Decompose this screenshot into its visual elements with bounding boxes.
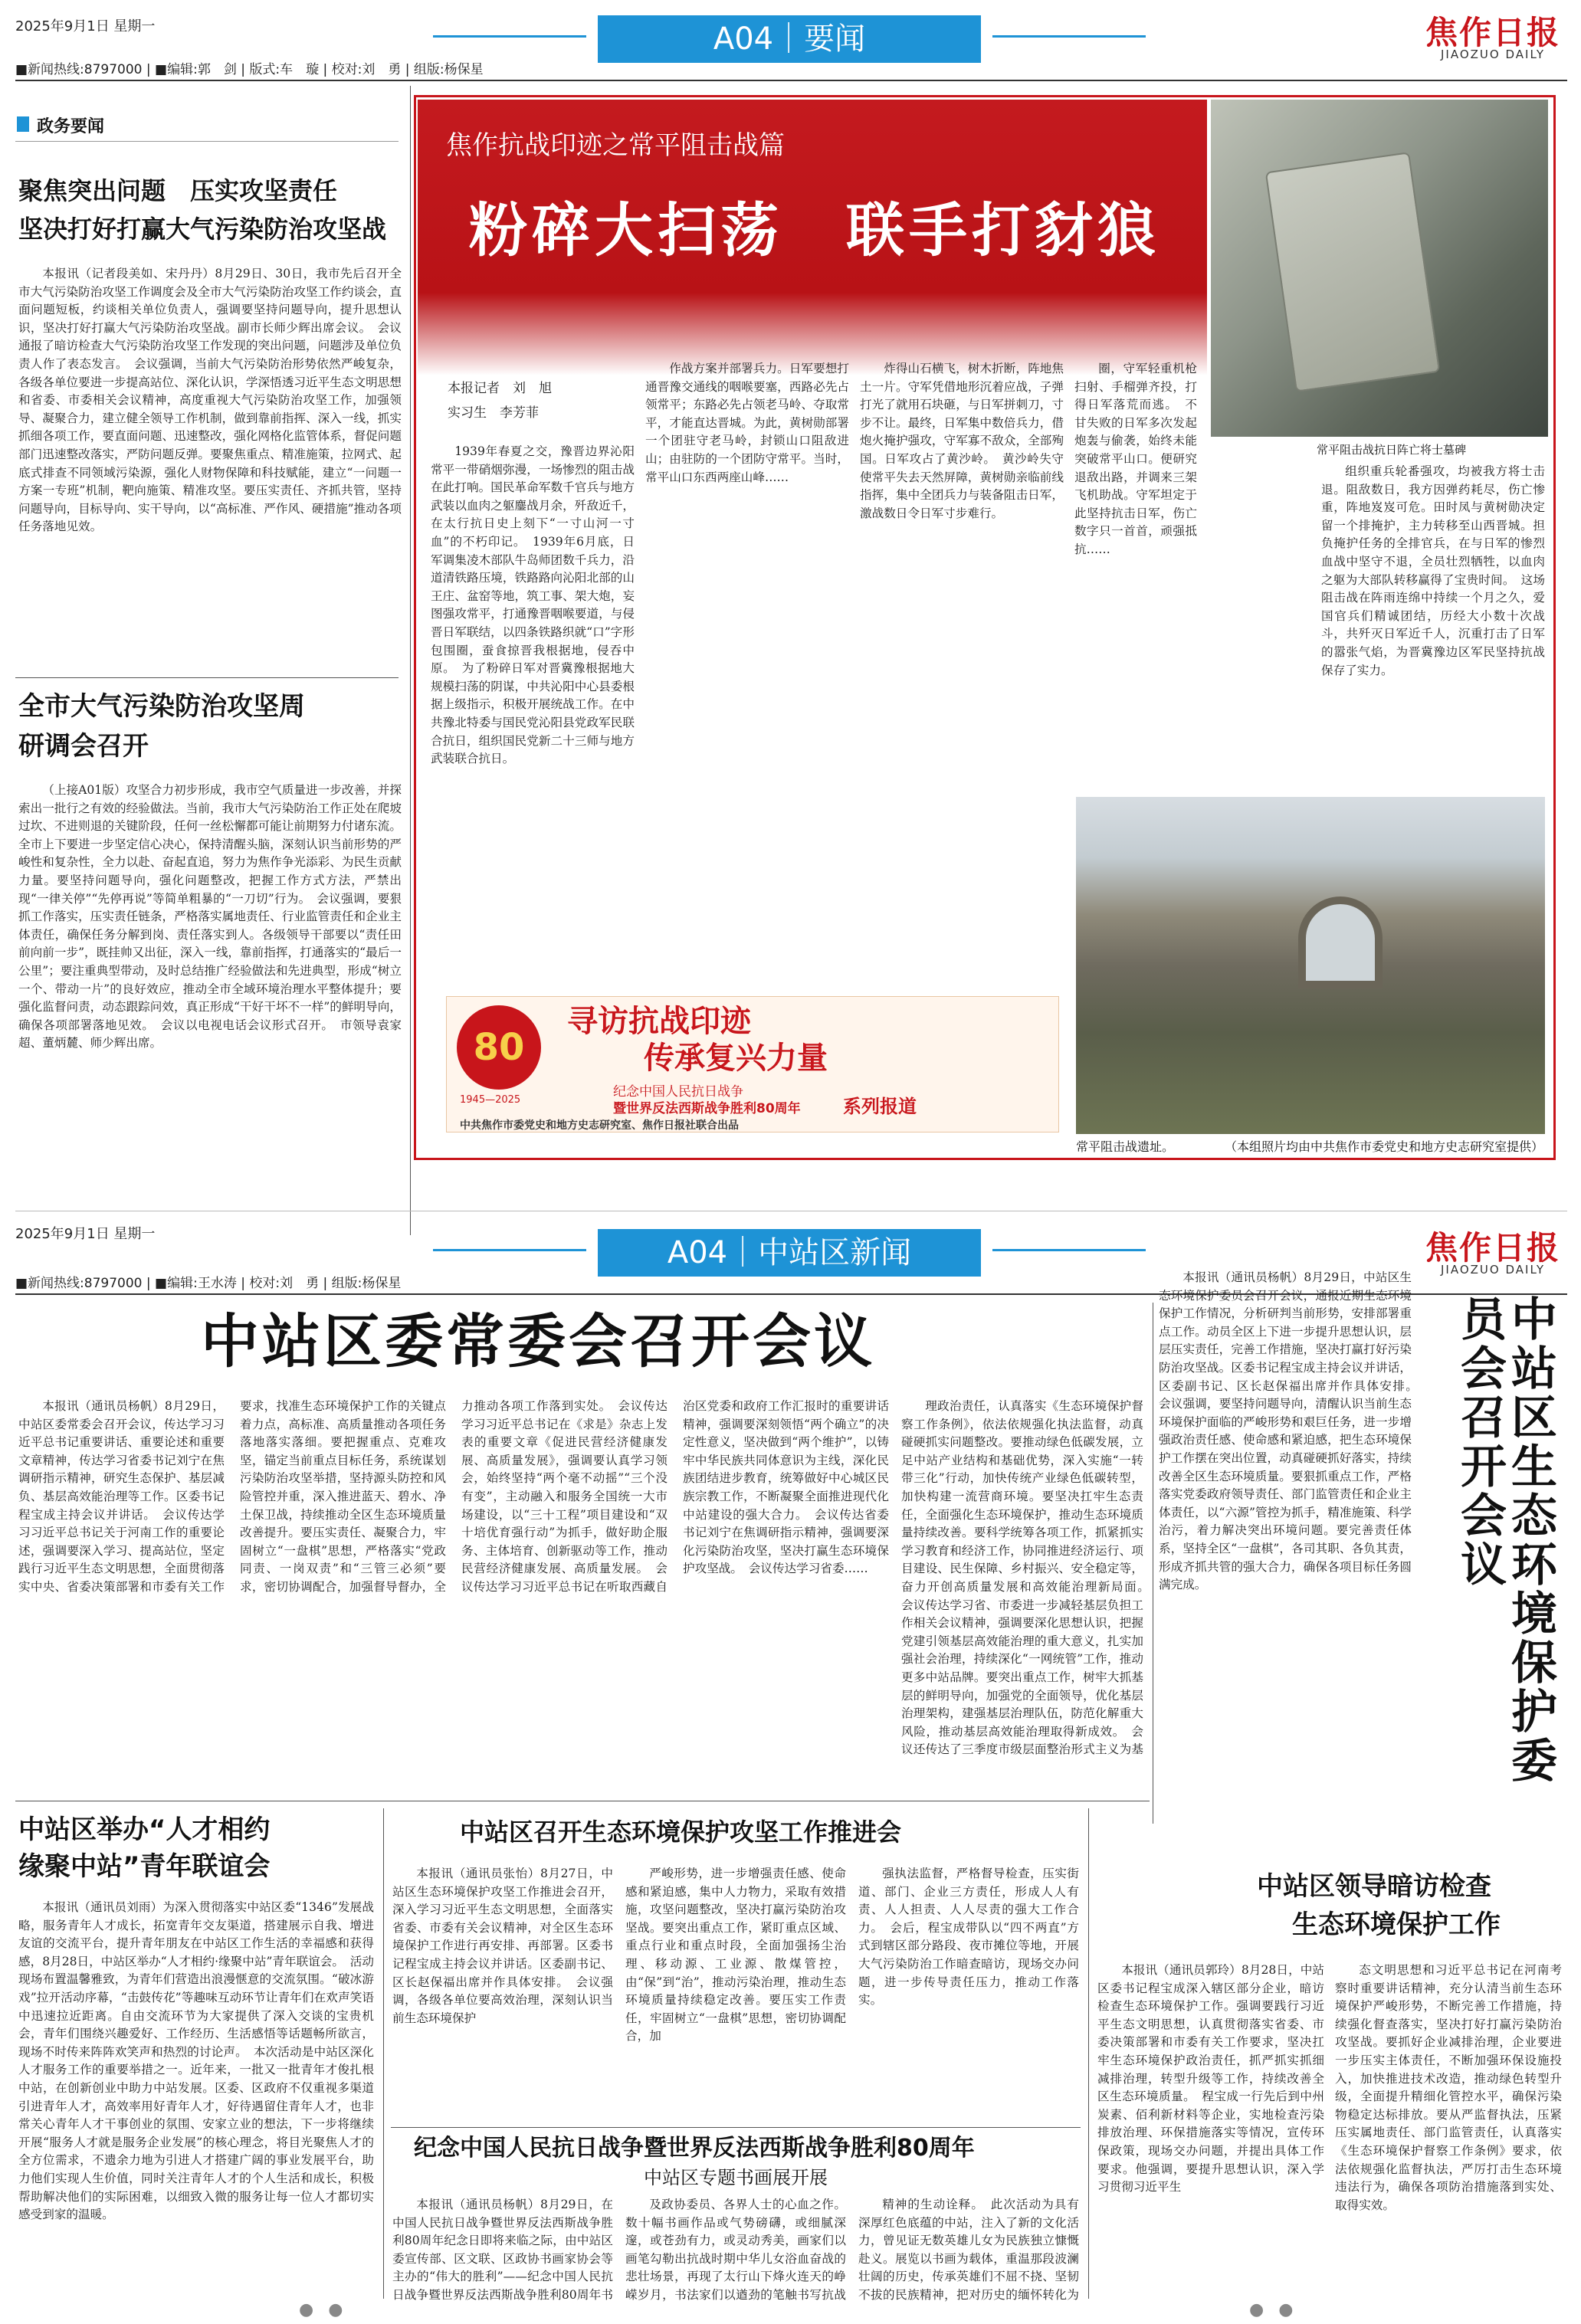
top-meta: ■新闻热线:8797000 | ■编辑:郭 剑 | 版式:车 璇 | 校对:刘 勇 | 组版:杨保星 [15,62,484,77]
push-col2: 严峻形势，进一步增强责任感、使命感和紧迫感，集中人力物力，采取有效措施，攻坚问题整改，坚决打赢污染防治攻坚战。要突出重点工作，紧盯重点区域、重点行业和重点时段，全面加强扬尘治理、移动源、工业源、散煤管控，由“保”到“治”，推动污染治理，推动生态环境质量持续稳定改善。要压实工作责任，牢固树立“一盘棋”思想，密切协调配合，加 [625,1867,846,2044]
lead-title: 中站区委常委会召开会议 [201,1307,875,1375]
bottom-logo-en: JIAOZUO DAILY [1441,1263,1545,1277]
campaign-sub3: 系列报道 [843,1096,917,1117]
campaign-org: 中共焦作市委党史和地方史志研究室、焦作日报社联合出品 [460,1119,739,1132]
campaign-years: 1945—2025 [460,1094,521,1106]
exhibit-col3: 精神的生动诠释。 此次活动为具有深厚红色底蕴的中站，注入了新的文化活力，曾见证无数英雄儿女为民族独立慷慨赴义。展览以书画为载体，重温那段波澜壮阔的历史，传承英雄们不屈不挠、坚韧不拔的民族精神，把对历史的缅怀转化为 [858,2198,1079,2302]
feature-col2: 作战方案并部署兵力。日军要想打通晋豫交通线的咽喉要塞，西路必先占领常平；东路必先占领老马岭、夺取常平，才能直达晋城。为此，黄树勋部署一个团驻守老马岭，封锁山口阻敌进山；由驻防的一个团防守常平。当时，常平山口东西两座山峰…… [645,362,849,484]
article1-title-line1: 聚焦突出问题 压实攻坚责任 [18,176,338,205]
exhibit-title: 纪念中国人民抗日战争暨世界反法西斯战争胜利80周年 [414,2135,975,2162]
section-rule [15,141,399,142]
push-col3: 强执法监督，严格督导检查，压实街道、部门、企业三方责任，形成人人有责、人人担责、人人尽责的强大工作合力。 会后，程宝成带队以“四不两直”方式到辖区部分路段、夜市摊位等地，开展大气污染防治工作暗查暗访，现场交办问题，进一步传导责任压力，推动工作落实。 [858,1867,1079,2008]
section-label: 政务要闻 [37,117,105,136]
section-marker [17,116,29,132]
inspect-col2: 态文明思想和习近平总书记在河南考察时重要讲话精神，充分认清当前生态环境保护严峻形势，不断完善工作措施，持续强化督查落实，坚决打好打赢污染防治攻坚战。要抓好企业减排治理，企业要进一步压实主体责任，不断加强环保设施投入，加快推进技术改造，推动绿色转型升级，全面提升精细化管控水平，确保污染物稳定达标排放。要从严监督执法，压紧压实属地责任、部门监管责任，认真落实《生态环境保护督察工作条例》要求，依法依规强化监督执法，严厉打击生态环境违法行为，确保各项防治措施落到实处、取得实效。 [1335,1963,1562,2212]
push-title: 中站区召开生态环境保护攻坚工作推进会 [460,1818,902,1847]
inspect-title-line2: 生态环境保护工作 [1292,1909,1501,1940]
top-logo-en: JIAOZUO DAILY [1441,48,1545,61]
inspect-title-line1: 中站区领导暗访检查 [1257,1871,1491,1902]
exhibit-col2: 及政协委员、各界人士的心血之作。数十幅书画作品或气势磅礴，或细腻深邃，或苍劲有力，或灵动秀美，画家们以画笔勾勒出抗战时期中华儿女浴血奋战的悲壮场景，再现了太行山下烽火连天的峥嵘岁月，书法家们以遒劲的笔触书写抗战 [625,2198,846,2302]
bottom-date: 2025年9月1日 星期一 [15,1226,156,1242]
article1-body: 本报讯（记者段美如、宋丹丹）8月29日、30日，我市先后召开全市大气污染防治攻坚工作调度会及全市大气污染防治攻坚工作约谈会，直面问题短板，约谈相关单位负责人，强调要坚持问题导向，提升思想认识，坚决打好打赢大气污染防治攻坚战。副市长师少辉出席会议。 会议通报了暗访检查大气污染防治攻坚工作发现的突出问题，问题涉及单位负责人作了表态发言。 会议强调，当前大气污染防治形势依然严峻复杂，各级各单位要进一步提高站位、深化认识，学深悟透习近平生态文明思想和省委、市委相关会议精神，高度重视大气污染防治攻坚工作，加强领导、凝聚合力，建立健全领导工作机制，做到靠前指挥、深入一线，抓实抓细各项工作，要直面问题、迅速整改，强化网格化监管体系，督促问题部门迅速整改落实，严防问题反弹。要聚焦重点、精准施策，拉网式、起底式排查不同领域污染源，强化人财物保障和科技赋能，建立“一问题一方案一专班”机制，靶向施策、精准攻坚。要压实责任、齐抓共管，坚持问题导向，目标导向、实干导向，以“高标准、严作风、硬措施”推动各项任务落地见效。 [18,267,402,534]
bottom-logo: 焦作日报 [1425,1229,1561,1267]
page-dots-right: ● ● [1249,2300,1298,2319]
feature-byline2: 实习生 李芳菲 [448,405,539,421]
article2-title-line2: 研调会召开 [18,731,149,762]
lead-body-b: 理政治责任，认真落实《生态环境保护督察工作条例》，依法依规强化执法监督，动真碰硬抓实问题整改。要推动绿色低碳发展，立足中站产业结构和基础优势，深入实施“一转带三化”行动，加快传统产业绿色低碳转型，加快构建一流营商环境。要坚决扛牢生态责任，全面强化生态环境保护，推动生态环境质量持续改善。要科学统筹各项工作，抓紧抓实学习教育和经济工作，协同推进经济运行、项目建设、民生保障、乡村振兴、安全稳定等，奋力开创高质量发展和高效能治理新局面。 会议传达学习省、市委进一步减轻基层负担工作相关会议精神，强调要深化思想认识，把握党建引领基层高效能治理的重大意义，扎实加强社会治理，持续深化“一网统管”工作，推动更多中站品牌。要突出重点工作，树牢大抓基层的鲜明导向，加强党的全面领导，优化基层治理架构，建强基层治理队伍，防范化解重大风险，推动基层高效能治理取得新成效。 会议还传达了三季度市级层面整治形式主义为基 [901,1399,1143,1757]
youth-rule [383,1808,384,2299]
feature-byline1: 本报记者 刘 旭 [448,381,552,396]
wall-arch [1298,896,1383,988]
feature-col1: 1939年春夏之交，豫晋边界沁阳常平一带硝烟弥漫，一场惨烈的阻击战在此打响。国民革命军数千官兵与地方武装以血肉之躯鏖战月余，歼敌近千，在太行抗日史上刻下“一寸山河一寸血”的不朽印记。 1939年6月底，日军调集凌木部队牛岛师团数千兵力，沿道清铁路压境，铁路路向沁阳北部的山王庄、盆窑等地，筑工事、架大炮，妄图强攻常平，打通豫晋咽喉要道，与侵晋日军联结，以四条铁路织就“口”字形包围圈，蚕食掠晋我根据地，侵吞中原。 为了粉碎日军对晋冀豫根据地大规模扫荡的阴谋，中共沁阳中心县委根据上级指示，积极开展统战工作。在中共豫北特委与国民党沁阳县党政军民联合抗日，组织国民党新二十三师与地方武装联合抗日。 [431,444,635,766]
article2-body: （上接A01版）攻坚合力初步形成，我市空气质量进一步改善，并探索出一批行之有效的经验做法。当前，我市大气污染防治工作正处在爬坡过坎、不进则退的关键阶段，任何一丝松懈都可能让前期努力付诸东流。全市上下要进一步坚定信心决心，保持清醒头脑，深刻认识当前形势的严峻性和复杂性，全力以赴、奋起直追，努力为焦作争光添彩、为民生贡献力量。要坚持问题导向，强化问题整改，把握工作方式方法，严禁出现“一律关停”“先停再说”等简单粗暴的“一刀切”行为。 会议强调，要狠抓工作落实，压实责任链条，严格落实属地责任、行业监管责任和企业主体责任，确保任务分解到岗、责任落实到人。各级领导干部要以“责任田前向前一步”，既挂帅又出征，深入一线，靠前指挥，打通落实的“最后一公里”；要注重典型带动，及时总结推广经验做法和先进典型，形成“树立一个、带动一片”的良好效应，推动全市全域环境治理水平整体提升；要强化监督问责，动态跟踪问效，真正形成“干好干坏不一样”的鲜明导向，确保各项部署落地见效。 会议以电视电话会议形式召开。 市领导袁家超、董炳麓、师少辉出席。 [18,783,402,1051]
feature-col3: 炸得山石横飞，树木折断，阵地焦土一片。守军凭借地形沉着应战，子弹打光了就用石块砸，与日军拼刺刀，寸步不让。最终，日军集中数倍兵力，借炮火掩护强攻，守军寡不敌众，全部殉国。日军攻占了黄沙岭。 黄沙岭失守使常平失去天然屏障，黄树勋亲临前线指挥，集中全团兵力与装备阻击日军，激战数日令日军寸步难行。 [860,362,1064,520]
top-column-rule [410,86,411,1235]
stone-caption: 常平阻击战抗日阵亡将士墓碑 [1317,443,1467,457]
youth-body: 本报讯（通讯员刘雨）为深入贯彻落实中站区委“1346”发展战略，服务青年人才成长，拓宽青年交友渠道，搭建展示自我、增进友谊的交流平台，提升青年朋友在中站区工作生活的幸福感和获得感，8月28日，中站区举办“人才相约·缘聚中站”青年联谊会。 活动现场布置温馨雅致，为青年们营造出浪漫惬意的交流氛围。“破冰游戏”拉开活动序幕，“击鼓传花”等趣味互动环节让青年们在欢声笑语中迅速拉近距离。自由交流环节为大家提供了深入交谈的宝贵机会，青年们围绕兴趣爱好、工作经历、生活感悟等话题畅所欲言，现场不时传来阵阵欢笑声和热烈的讨论声。 本次活动是中站区深化人才服务工作的重要举措之一。近年来，一批又一批青年才俊扎根中站，在创新创业中助力中站发展。区委、区政府不仅重视多渠道引进青年人才，高效率用好青年人才，好待遇留住青年人才，也非常关心青年人才干事创业的氛围、安家立业的想法，下一步将继续开展“服务人才就是服务企业发展”的核心理念，将目光聚焦人才的全方位需求，不遗余力地为引进人才搭建广阔的事业发展平台，助力他们实现人生价值，同时关注青年人才的个人生活和成长，积极帮助解决他们的实际困难，以细致入微的服务让每一位人才都切实感受到家的温暖。 [18,1900,374,2222]
feature-series: 焦作抗战印迹之常平阻击战篇 [446,130,785,161]
page-dots-left: ● ● [299,2300,348,2319]
exhibit-divider [391,2127,1081,2128]
youth-title-line1: 中站区举办“人才相约 [18,1814,271,1845]
push-col1: 本报讯（通讯员张怡）8月27日，中站区生态环境保护攻坚工作推进会召开，深入学习习近平生态文明思想，全面落实省委、市委有关会议精神，对全区生态环境保护工作进行再安排、再部署。区委书记程宝成主持会议并讲话。区委副书记、区长赵保福出席并作具体安排。 会议强调，各级各单位要高效治理，深刻认识当前生态环境保护 [392,1867,613,2025]
inspect-col1: 本报讯（通讯员郭玲）8月28日，中站区委书记程宝成深入辖区部分企业，暗访检查生态环境保护工作。强调要践行习近平生态文明思想，认真贯彻落实省委、市委决策部署和市委有关工作要求，坚决扛牢生态环境保护政治责任，抓严抓实抓细减排治理，转型升级等工作，持续改善全区生态环境质量。 程宝成一行先后到中州炭素、佰利新材料等企业，实地检查污染排放治理、环保措施落实等情况，宣传环保政策，现场交办问题，并提出具体工作要求。他强调，要提升思想认识，深入学习贯彻习近平生 [1097,1963,1324,2195]
top-date: 2025年9月1日 星期一 [15,18,156,34]
campaign-line2: 传承复兴力量 [644,1040,828,1076]
top-header-rule [15,80,1567,81]
stone-photo [1211,100,1548,437]
feature-title: 粉碎大扫荡 联手打豺狼 [469,196,1160,264]
vertical-title: 中站区生态环境保护委员会召开会议 [1453,1295,1557,1785]
bottom-page-tag: A04｜中站区新闻 [598,1229,981,1277]
bottom-meta: ■新闻热线:8797000 | ■编辑:王水涛 | 校对:刘 勇 | 组版:杨保星 [15,1276,402,1291]
campaign-line1: 寻访抗战印迹 [567,1003,751,1039]
wall-photo [1076,797,1545,1134]
top-page-tag: A04｜要闻 [598,15,981,63]
campaign-badge: 80 [457,1005,541,1090]
youth-title-line2: 缘聚中站”青年联谊会 [18,1851,271,1882]
article2-title-line1: 全市大气污染防治攻坚周 [18,691,305,722]
top-logo: 焦作日报 [1425,14,1561,51]
inspect-rule [1088,1808,1089,2299]
campaign-sub1: 纪念中国人民抗日战争 [613,1084,743,1100]
photo-credit: （本组照片均由中共焦作市委党史和地方史志研究室提供） [1225,1139,1544,1154]
exhibit-subtitle: 中站区专题书画展开展 [644,2167,828,2188]
exhibit-col1: 本报讯（通讯员杨帆）8月29日，在中国人民抗日战争暨世界反法西斯战争胜利80周年纪念日即将来临之际，由中站区委宣传部、区文联、区政协书画家协会等主办的“伟大的胜利”——纪念中国人民抗日战争暨世界反法西斯战争胜利80周年书 [392,2198,613,2302]
stone-tablet [1265,152,1441,392]
feature-col5: 组织重兵轮番强攻，均被我方将士击退。阻敌数日，我方因弹药耗尽，伤亡惨重，阵地岌岌可危。田时凤与黄树勋决定留一个排掩护，主力转移至山西晋城。担负掩护任务的全排官兵，在与日军的惨烈血战中坚守不退，全员壮烈牺牲，以血肉之躯为大部队转移赢得了宝贵时间。 这场阻击战在阵雨连绵中持续一个月之久，爱国官兵们精诚团结，历经大小数十次战斗，共歼灭日军近千人，沉重打击了日军的嚣张气焰，为晋冀豫边区军民坚持抗战保存了实力。 [1321,464,1545,677]
feature-col4: 圈，守军轻重机枪扫射、手榴弹齐投，打得日军落荒而逃。 不甘失败的日军多次发起炮轰与偷袭，始终未能突破常平山口。便研究退敌出路，并调来三架飞机助战。守军坦定于此坚持抗击日军，伤亡数字只一首首，顽强抵抗…… [1074,362,1197,556]
wall-caption: 常平阻击战遗址。 [1076,1139,1175,1154]
lead-body: 本报讯（通讯员杨帆）8月29日，中站区委常委会召开会议，传达学习习近平总书记重要讲话、重要论述和重要文章精神，传达学习省委书记刘宁在焦调研指示精神，研究生态保护、基层减负、基层高效能治理等工作。区委书记程宝成主持会议并讲话。 会议传达学习习近平总书记关于河南工作的重要论述，强调要深入学习、提高站位，坚定践行习近平生态文明思想，全面贯彻落实中央、省委决策部署和市委有关工作要求，找准生态环境保护工作的关键点着力点，高标准、高质量推动各项任务落地落实落细。要把握重点、克难攻坚，锚定当前重点目标任务，系统谋划污染防治攻坚举措，坚持源头防控和风险管控并重，深入推进蓝天、碧水、净土保卫战，持续推动全区生态环境质量改善提升。要压实责任、凝聚合力，牢固树立“一盘棋”思想，严格落实“党政同责、一岗双责”和“三管三必须”要求，密切协调配合，加强督导督办，全力推动各项工作落到实处。 会议传达学习习近平总书记在《求是》杂志上发表的重要文章《促进民营经济健康发展、高质量发展》，强调要认真学习领会，始终坚持“两个毫不动摇”“三个没有变”，主动融入和服务全国统一大市场建设，以“三十工程”项目建设和“双十培优育强行动”为抓手，做好助企服务、主体培育、创新驱动等工作，推动民营经济健康发展、高质量发展。 会议传达学习习近平总书记在听取西藏自治区党委和政府工作汇报时的重要讲话精神，强调要深刻领悟“两个确立”的决定性意义，坚决做到“两个维护”，以铸牢中华民族共同体意识为主线，深化民族团结进步教育，统筹做好中心城区民族宗教工作，不断凝聚全面推进现代化中站建设的强大合力。 会议传达省委书记刘宁在焦调研指示精神，强调要深化污染防治攻坚，坚决打赢生态环境保护攻坚战。 会议传达学习省委…… [18,1399,889,1594]
campaign-sub2: 暨世界反法西斯战争胜利80周年 [613,1101,801,1116]
article1-title-line2: 坚决打好打赢大气污染防治攻坚战 [18,215,387,244]
eco-body: 本报讯（通讯员杨帆）8月29日，中站区生态环境保护委员会召开会议，通报近期生态环境保护工作情况，分析研判当前形势，安排部署重点工作。动员全区上下进一步提升思想认识，层层压实责任，完善工作措施，坚决打赢打好污染防治攻坚战。区委书记程宝成主持会议并讲话，区委副书记、区长赵保福出席并作具体安排。 会议强调，要坚持问题导向，清醒认识当前生态环境保护面临的严峻形势和艰巨任务，进一步增强政治责任感、使命感和紧迫感，把生态环境保护工作摆在突出位置，动真碰硬抓好落实，持续改善全区生态环境质量。要狠抓重点工作，严格落实党委政府领导责任、部门监管责任和企业主体责任，以“六源”管控为抓手，精准施策、科学治污，着力解决突出环境问题。要完善责任体系，坚持全区“一盘棋”，各司其职、各负其责，形成齐抓共管的强大合力，确保各项目标任务圆满完成。 [1159,1270,1412,1592]
article-divider [15,677,399,678]
